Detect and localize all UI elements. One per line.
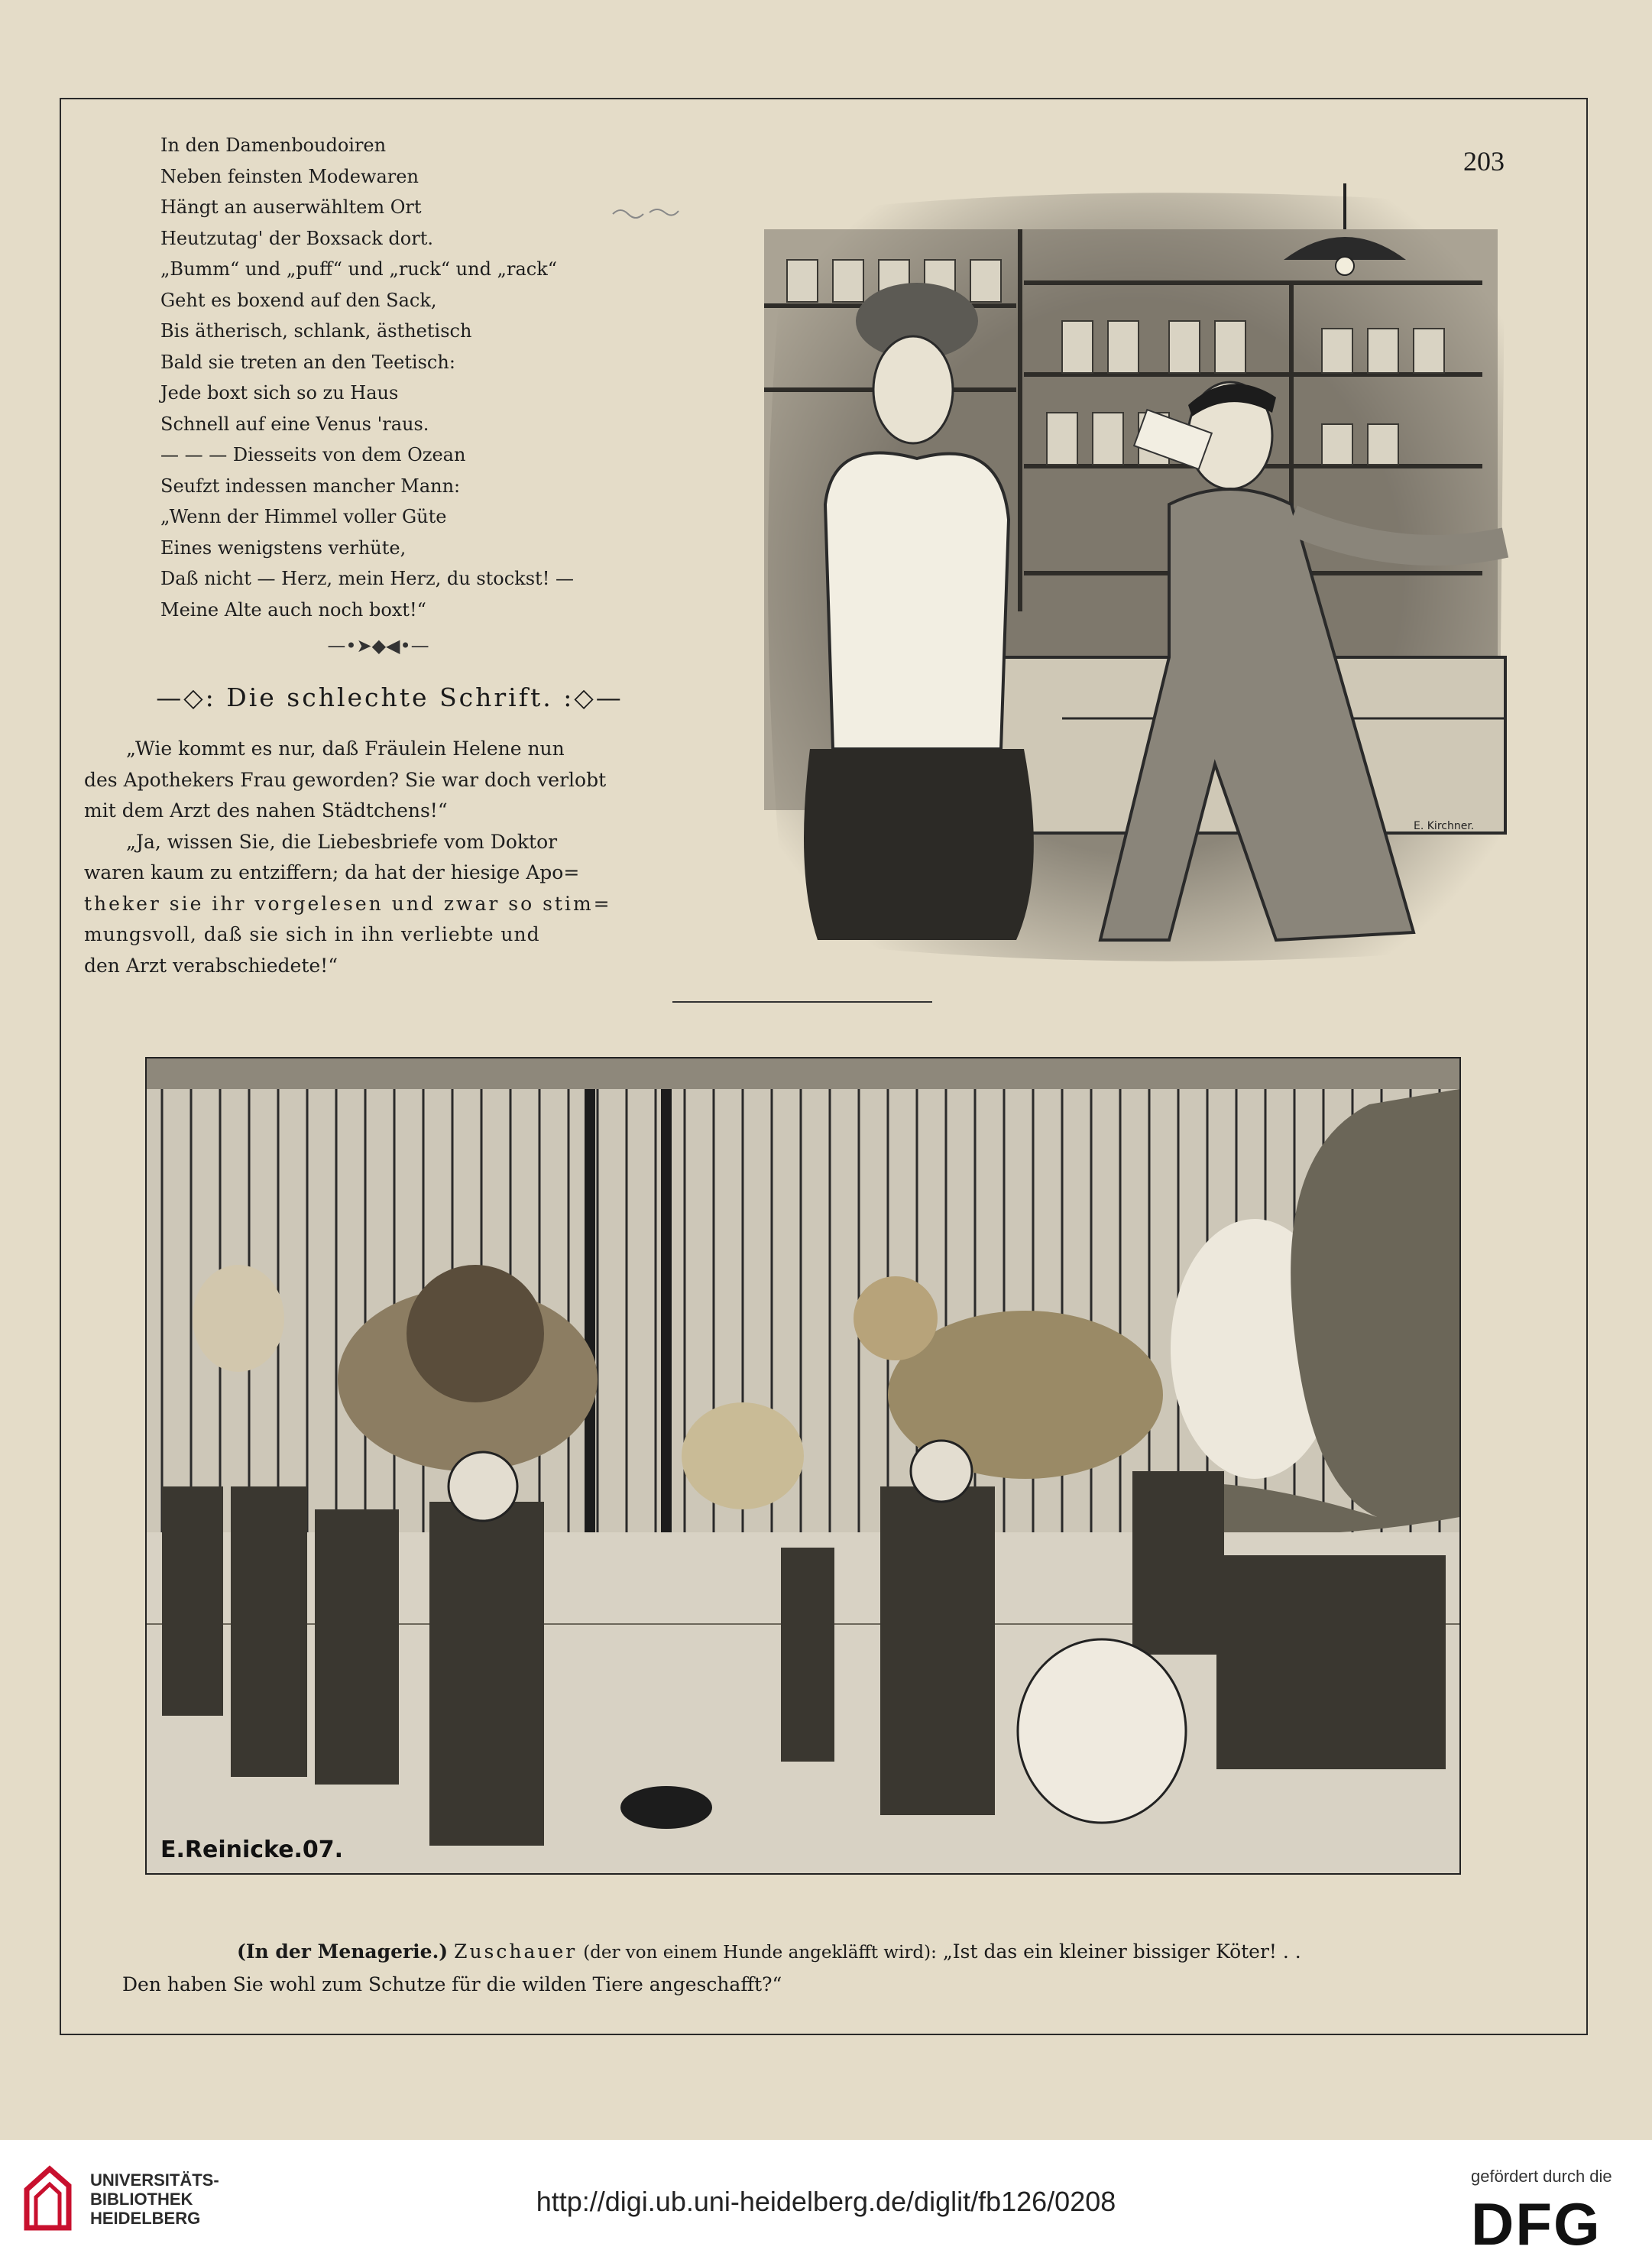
menagerie-illustration: [145, 1057, 1461, 1875]
poem-line: Schnell auf eine Venus 'raus.: [160, 413, 429, 435]
story-line: des Apothekers Frau geworden? Sie war doch verlobt: [84, 768, 607, 791]
section-ornament: —•➤◆◀•—: [327, 635, 429, 656]
poem-line: — — — Diesseits von dem Ozean: [160, 444, 466, 465]
funded-by-label: gefördert durch die: [1471, 2167, 1612, 2186]
top-signature: E. Kirchner.: [1414, 820, 1475, 832]
pharmacy-illustration: [741, 183, 1513, 971]
library-name-line: UNIVERSITÄTS-: [90, 2170, 219, 2190]
source-url[interactable]: http://digi.ub.uni-heidelberg.de/diglit/fb126/0208: [536, 2186, 1116, 2217]
illustration-caption: [84, 1936, 1505, 2000]
poem-line: Neben feinsten Modewaren: [160, 165, 419, 187]
caption-label: (In der Menagerie.): [237, 1940, 449, 1963]
poem-line: Heutzutag' der Boxsack dort.: [160, 227, 433, 249]
story-line: waren kaum zu entziffern; da hat der hiesige Apo=: [84, 861, 580, 883]
poem-line: „Bumm“ und „puff“ und „ruck“ und „rack“: [160, 258, 558, 280]
poem-line: Eines wenigstens verhüte,: [160, 537, 407, 559]
story-line: mungsvoll, daß sie sich in ihn verliebte und: [84, 923, 540, 945]
library-name-line: BIBLIOTHEK: [90, 2190, 193, 2209]
poem-line: Meine Alte auch noch boxt!“: [160, 598, 426, 621]
poem-line: Bis ätherisch, schlank, ästhetisch: [160, 320, 472, 342]
story-line: den Arzt verabschiedete!“: [84, 954, 338, 977]
poem-line: Geht es boxend auf den Sack,: [160, 289, 437, 311]
poem-line: Daß nicht — Herz, mein Herz, du stockst! —: [160, 568, 574, 589]
story-text: [84, 734, 680, 981]
poem-line: „Wenn der Himmel voller Güte: [160, 506, 447, 527]
caption-line-2: Den haben Sie wohl zum Schutze für die wilden Tiere angeschafft?“: [122, 1973, 782, 1995]
separator-rule: [672, 1001, 932, 1003]
library-name-line: HEIDELBERG: [90, 2209, 201, 2228]
poem-line: Seufzt indessen mancher Mann:: [160, 475, 461, 497]
poem: [160, 130, 649, 625]
dfg-logo: DFG: [1471, 2190, 1602, 2258]
menagerie-drawing: [147, 1058, 1459, 1873]
poem-line: Hängt an auserwähltem Ort: [160, 196, 422, 218]
squiggle-mark: [611, 200, 680, 223]
page-number: 203: [1463, 146, 1505, 177]
poem-line: Bald sie treten an den Teetisch:: [160, 351, 455, 373]
story-line: theker sie ihr vorgelesen und zwar so stim=: [84, 892, 612, 915]
digitization-footer: [0, 2140, 1652, 2266]
caption-speaker: Zuschauer: [454, 1940, 578, 1963]
caption-line-1: [84, 1936, 1505, 1969]
story-line: „Ja, wissen Sie, die Liebesbriefe vom Doktor: [126, 830, 558, 853]
caption-quote: „Ist das ein kleiner bissiger Köter! . .: [942, 1940, 1301, 1963]
poem-line: In den Damenboudoiren: [160, 135, 387, 156]
poem-line: Jede boxt sich so zu Haus: [160, 382, 399, 404]
bottom-signature: E.Reinicke.07.: [160, 1836, 344, 1863]
caption-aside: (der von einem Hunde angekläfft wird):: [583, 1943, 937, 1963]
story-line: mit dem Arzt des nahen Städtchens!“: [84, 799, 448, 822]
story-line: „Wie kommt es nur, daß Fräulein Helene nun: [126, 738, 565, 760]
section-title: —◇: Die schlechte Schrift. :◇—: [156, 682, 624, 712]
